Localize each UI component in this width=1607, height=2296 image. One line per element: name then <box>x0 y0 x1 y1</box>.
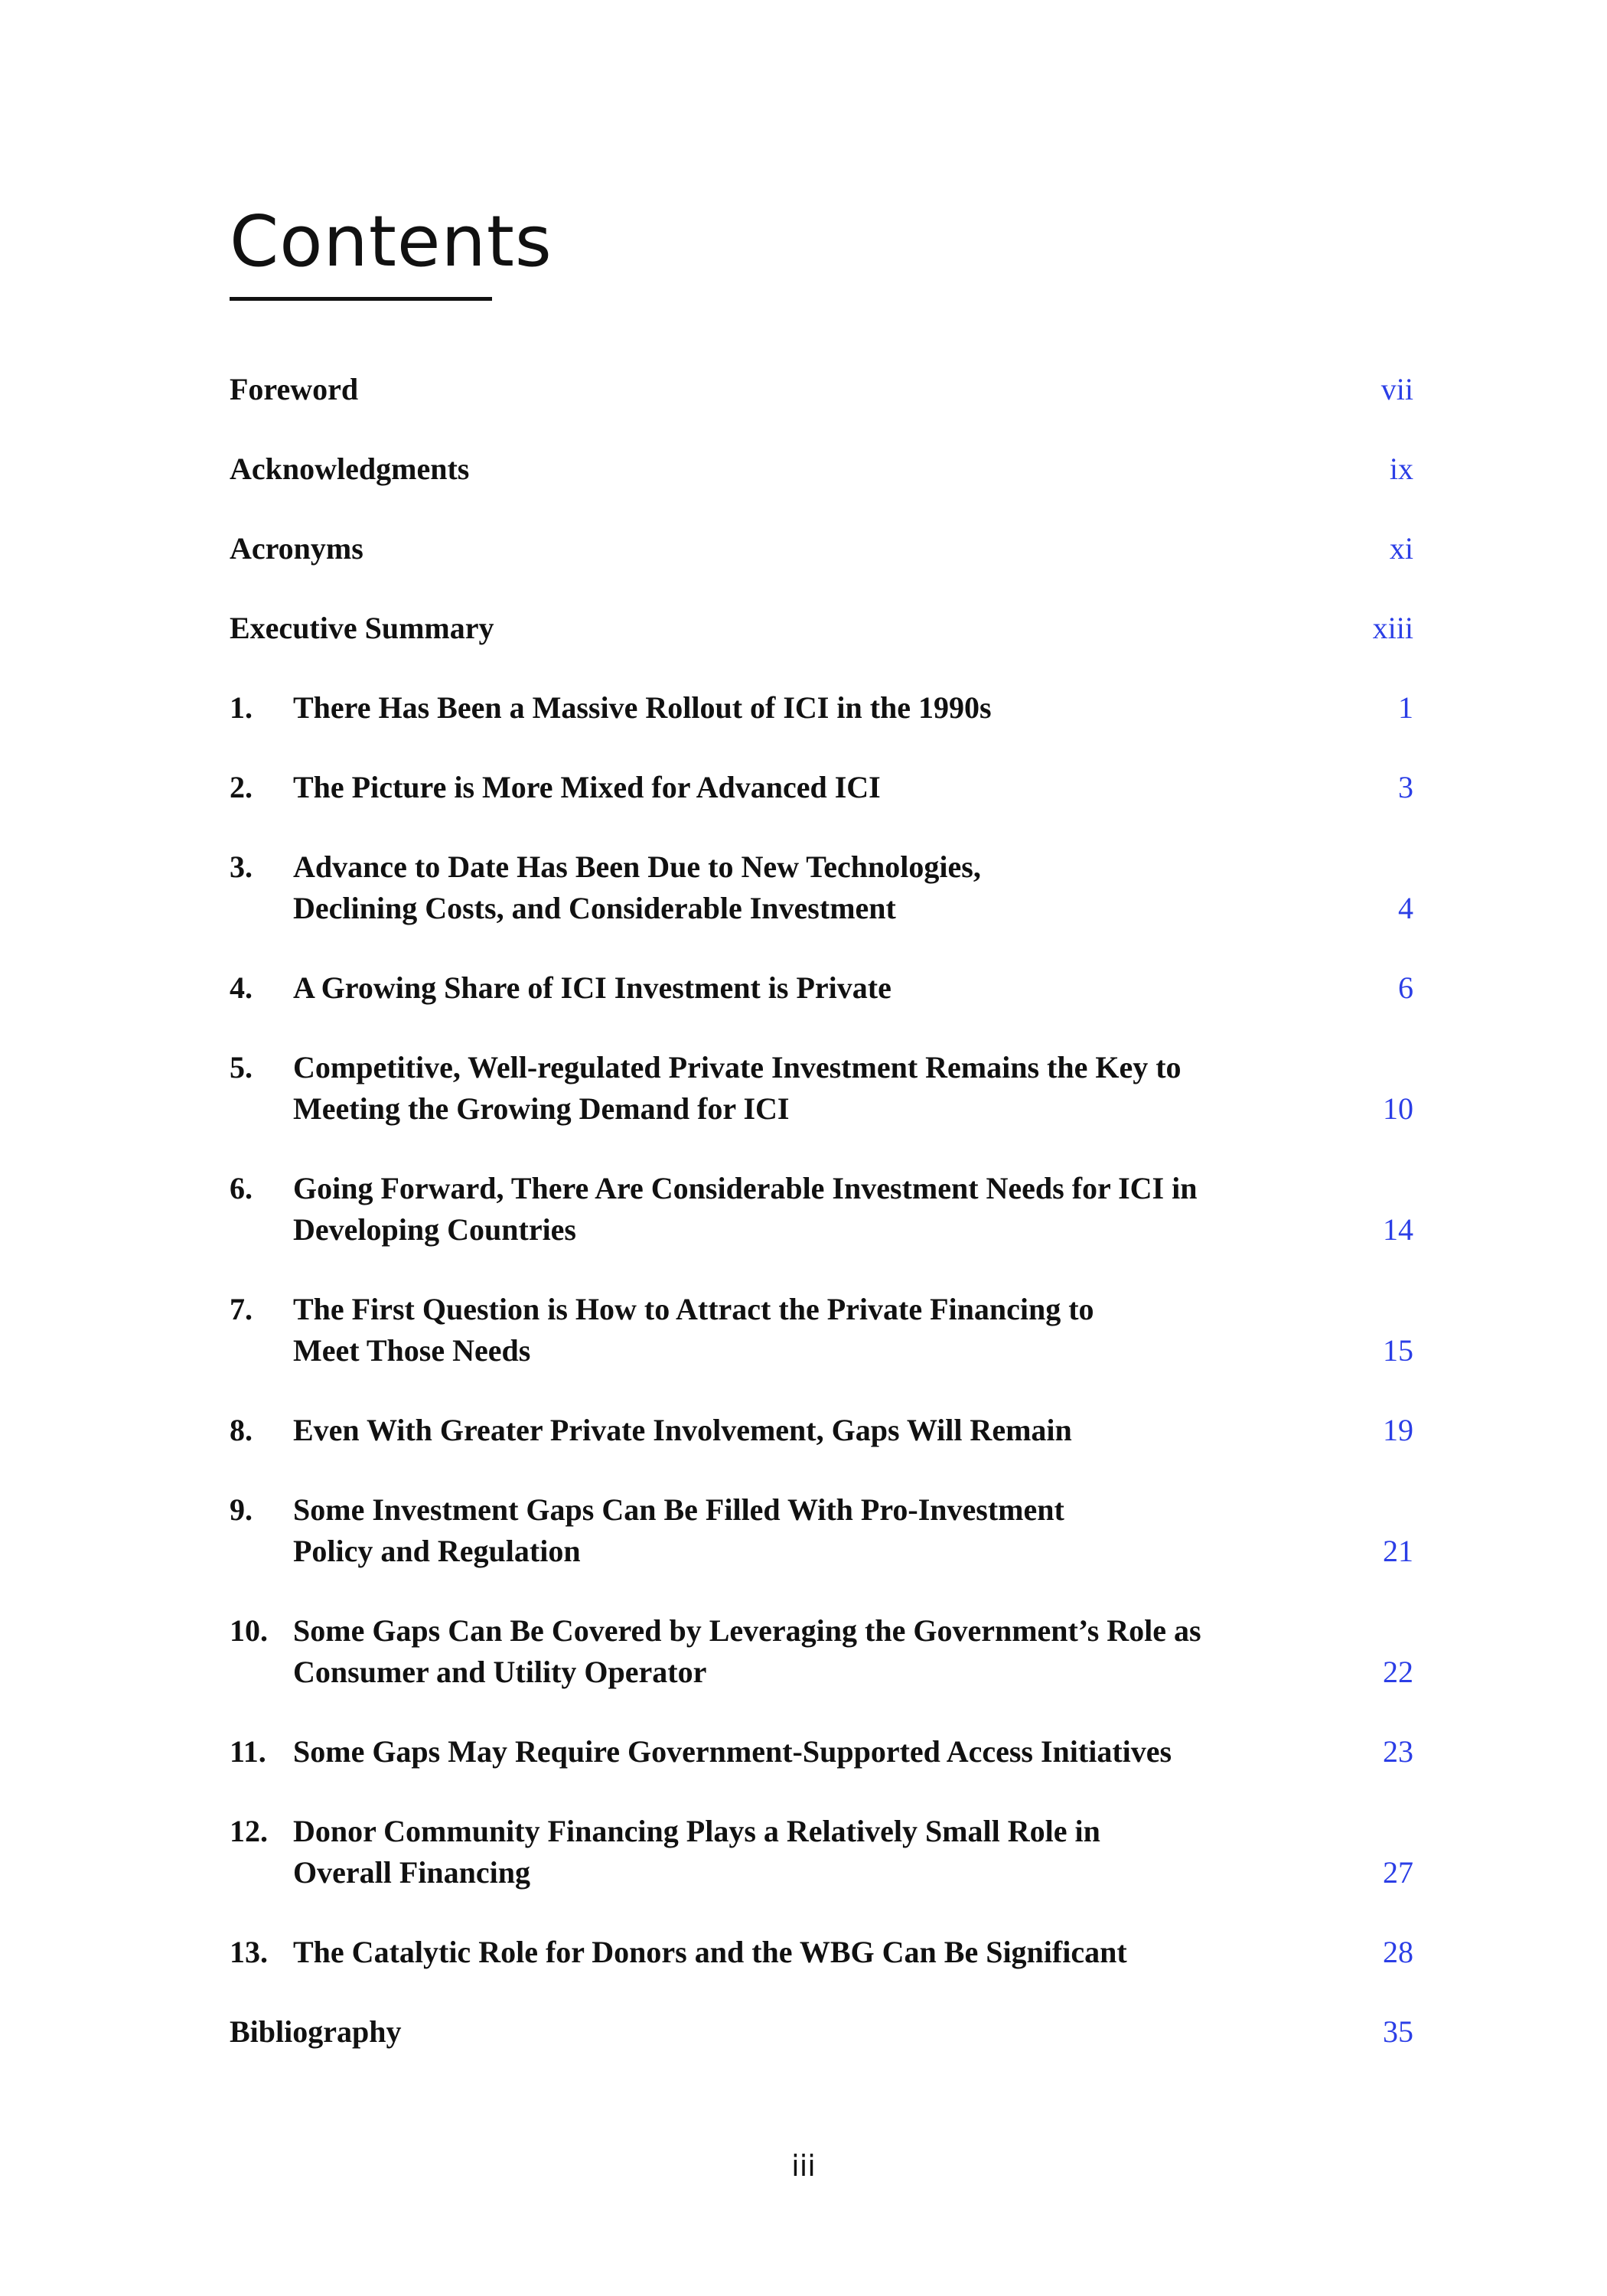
toc-entry-executive-summary[interactable] <box>230 608 1413 649</box>
toc-entry-acknowledgments[interactable] <box>230 448 1413 490</box>
toc-entry-number: 6. <box>230 1171 253 1205</box>
toc-entry-number: 2. <box>230 770 253 804</box>
toc-entry-chapter-11[interactable] <box>230 1731 1413 1773</box>
toc-entry-title: The Catalytic Role for Donors and the WBG Can Be Significant <box>293 1935 1127 1969</box>
toc-entry-number: 4. <box>230 970 253 1005</box>
page-title: Contents <box>230 201 553 282</box>
toc-entry-title: Executive Summary <box>230 611 494 645</box>
toc-entry-title: Going Forward, There Are Considerable Investment Needs for ICI in Developing Countries <box>293 1171 1198 1247</box>
toc-entry-title: Donor Community Financing Plays a Relatively Small Role in Overall Financing <box>293 1814 1100 1890</box>
toc-entry-chapter-4[interactable] <box>230 967 1413 1009</box>
toc-entry-number: 12. <box>230 1814 268 1848</box>
toc-page-link[interactable]: 21 <box>1383 1534 1413 1568</box>
toc-entry-bibliography[interactable] <box>230 2011 1413 2053</box>
toc-entry-title: The Picture is More Mixed for Advanced ICI <box>293 770 881 804</box>
toc-entry-title: Bibliography <box>230 2014 402 2049</box>
toc-entry-acronyms[interactable] <box>230 528 1413 569</box>
toc-entry-number: 9. <box>230 1492 253 1527</box>
toc-entry-title: Acronyms <box>230 531 363 566</box>
toc-entry-title: Some Gaps May Require Government-Supported Access Initiatives <box>293 1734 1172 1769</box>
toc-entry-number: 1. <box>230 690 253 725</box>
toc-entry-title: A Growing Share of ICI Investment is Private <box>293 970 892 1005</box>
toc-page-link[interactable]: 28 <box>1383 1935 1413 1969</box>
toc-entry-title: Foreword <box>230 372 359 406</box>
toc-entry-number: 8. <box>230 1413 253 1447</box>
toc-entry-chapter-12[interactable] <box>230 1811 1413 1893</box>
toc-entry-chapter-8[interactable] <box>230 1410 1413 1451</box>
title-underline <box>230 297 492 301</box>
toc-page-link[interactable]: 6 <box>1398 970 1413 1005</box>
toc-entry-foreword[interactable] <box>230 369 1413 410</box>
toc-page-link[interactable]: 14 <box>1383 1212 1413 1247</box>
toc-page-link[interactable]: 4 <box>1398 891 1413 925</box>
toc-page-link[interactable]: 23 <box>1383 1734 1413 1769</box>
toc-entry-title: The First Question is How to Attract the Private Financing to Meet Those Needs <box>293 1292 1094 1368</box>
toc-entry-title: There Has Been a Massive Rollout of ICI in the 1990s <box>293 690 992 725</box>
toc-page-link[interactable]: xi <box>1389 531 1413 566</box>
toc-entry-number: 3. <box>230 850 253 884</box>
toc-entry-title: Even With Greater Private Involvement, Gaps Will Remain <box>293 1413 1072 1447</box>
toc-entry-number: 13. <box>230 1935 268 1969</box>
toc-entry-number: 7. <box>230 1292 253 1326</box>
toc-page-link[interactable]: 27 <box>1383 1855 1413 1890</box>
toc-entry-title: Some Gaps Can Be Covered by Leveraging the Government’s Role as Consumer and Utility Operator <box>293 1613 1201 1689</box>
toc-page-link[interactable]: 1 <box>1398 690 1413 725</box>
toc-entry-chapter-13[interactable] <box>230 1932 1413 1973</box>
toc-entry-chapter-2[interactable] <box>230 767 1413 808</box>
toc-entry-title: Some Investment Gaps Can Be Filled With Pro-Investment Policy and Regulation <box>293 1492 1064 1568</box>
toc-entry-title: Advance to Date Has Been Due to New Technologies, Declining Costs, and Considerable Investment <box>293 850 981 925</box>
toc-page-link[interactable]: 10 <box>1383 1091 1413 1126</box>
toc-entry-chapter-9[interactable] <box>230 1489 1413 1572</box>
toc-page-link[interactable]: ix <box>1389 452 1413 486</box>
page-number-footer: iii <box>791 2149 816 2183</box>
toc-entry-chapter-6[interactable] <box>230 1168 1413 1251</box>
toc-page-link[interactable]: 22 <box>1383 1655 1413 1689</box>
toc-page-link[interactable]: 35 <box>1383 2014 1413 2049</box>
toc-entry-title: Competitive, Well-regulated Private Investment Remains the Key to Meeting the Growing Demand for ICI <box>293 1050 1182 1126</box>
toc-page-link[interactable]: vii <box>1380 372 1413 406</box>
toc-entry-chapter-3[interactable] <box>230 846 1413 929</box>
toc-entry-chapter-1[interactable] <box>230 687 1413 729</box>
toc-entry-number: 11. <box>230 1734 266 1769</box>
toc-entry-chapter-10[interactable] <box>230 1610 1413 1693</box>
toc-page-link[interactable]: 3 <box>1398 770 1413 804</box>
toc-page-link[interactable]: 15 <box>1383 1333 1413 1368</box>
toc-entry-number: 5. <box>230 1050 253 1084</box>
toc-entry-number: 10. <box>230 1613 268 1648</box>
toc-entry-chapter-5[interactable] <box>230 1047 1413 1130</box>
toc-page-link[interactable]: xiii <box>1372 611 1413 645</box>
toc-entry-title: Acknowledgments <box>230 452 470 486</box>
toc-entry-chapter-7[interactable] <box>230 1289 1413 1371</box>
toc-page-link[interactable]: 19 <box>1383 1413 1413 1447</box>
